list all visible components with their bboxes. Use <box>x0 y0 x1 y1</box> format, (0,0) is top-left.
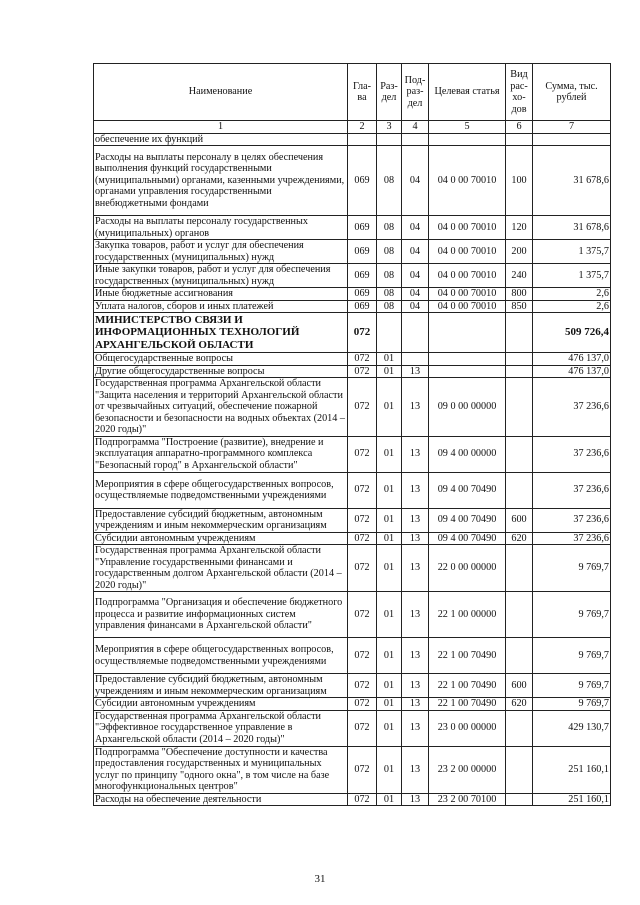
row-vid-raskhodov: 240 <box>506 264 533 288</box>
row-name: Подпрограмма "Обеспечение доступности и качества предоставления государственных и муниципальных услуг по принципу "одного окна", в том числе на базе многофункциональных центров" <box>94 746 348 793</box>
row-vid-raskhodov: 200 <box>506 240 533 264</box>
row-summa: 37 236,6 <box>533 472 611 508</box>
row-vid-raskhodov <box>506 746 533 793</box>
row-vid-raskhodov <box>506 365 533 378</box>
table-row <box>94 592 611 638</box>
row-podrazdel: 13 <box>402 472 429 508</box>
row-podrazdel: 04 <box>402 264 429 288</box>
row-tselevaya-statya: 04 0 00 70010 <box>429 300 506 313</box>
row-vid-raskhodov <box>506 710 533 746</box>
row-razdel: 08 <box>377 240 402 264</box>
row-glava: 072 <box>348 532 377 545</box>
row-tselevaya-statya: 22 1 00 70490 <box>429 674 506 698</box>
row-summa: 2,6 <box>533 288 611 301</box>
table-row <box>94 313 611 353</box>
row-summa: 9 769,7 <box>533 674 611 698</box>
row-podrazdel: 13 <box>402 592 429 638</box>
table-row <box>94 545 611 592</box>
row-summa: 251 160,1 <box>533 746 611 793</box>
row-tselevaya-statya: 23 2 00 00000 <box>429 746 506 793</box>
row-vid-raskhodov: 800 <box>506 288 533 301</box>
header-name: Наименование <box>94 64 348 121</box>
row-summa: 476 137,0 <box>533 365 611 378</box>
row-razdel: 01 <box>377 638 402 674</box>
row-name: Субсидии автономным учреждениям <box>94 532 348 545</box>
row-vid-raskhodov <box>506 545 533 592</box>
row-summa: 429 130,7 <box>533 710 611 746</box>
row-name: Государственная программа Архангельской области "Защита населения и территорий Архангельской области от чрезвычайных ситуаций, обеспечение пожарной безопасности и безопасности на водных объектах (2014 – 2020 годы)" <box>94 378 348 437</box>
row-vid-raskhodov <box>506 353 533 366</box>
row-summa: 9 769,7 <box>533 638 611 674</box>
row-glava: 072 <box>348 746 377 793</box>
column-number: 6 <box>506 121 533 134</box>
row-tselevaya-statya: 04 0 00 70010 <box>429 240 506 264</box>
row-podrazdel: 13 <box>402 436 429 472</box>
row-razdel: 01 <box>377 365 402 378</box>
row-tselevaya-statya <box>429 313 506 353</box>
row-razdel: 08 <box>377 264 402 288</box>
row-vid-raskhodov <box>506 793 533 806</box>
row-summa: 476 137,0 <box>533 353 611 366</box>
page-number: 31 <box>314 873 326 885</box>
row-podrazdel: 13 <box>402 746 429 793</box>
row-podrazdel: 04 <box>402 288 429 301</box>
row-summa: 37 236,6 <box>533 378 611 437</box>
header-razdel: Раз-дел <box>377 64 402 121</box>
row-podrazdel: 13 <box>402 545 429 592</box>
row-podrazdel: 04 <box>402 216 429 240</box>
row-summa: 2,6 <box>533 300 611 313</box>
row-podrazdel: 13 <box>402 365 429 378</box>
row-name: Предоставление субсидий бюджетным, автономным учреждениям и иным некоммерческим организациям <box>94 508 348 532</box>
row-glava: 072 <box>348 313 377 353</box>
row-razdel: 01 <box>377 793 402 806</box>
row-tselevaya-statya: 09 4 00 70490 <box>429 532 506 545</box>
table-row <box>94 378 611 437</box>
column-number: 7 <box>533 121 611 134</box>
row-tselevaya-statya: 09 4 00 70490 <box>429 508 506 532</box>
header-vid-raskhodov: Вид рас-хо-дов <box>506 64 533 121</box>
row-name: Субсидии автономным учреждениям <box>94 698 348 711</box>
row-tselevaya-statya: 04 0 00 70010 <box>429 146 506 216</box>
row-glava: 069 <box>348 300 377 313</box>
header-glava: Гла-ва <box>348 64 377 121</box>
row-summa: 9 769,7 <box>533 698 611 711</box>
row-vid-raskhodov: 100 <box>506 146 533 216</box>
row-glava: 072 <box>348 674 377 698</box>
table-body <box>94 133 611 806</box>
row-glava: 069 <box>348 216 377 240</box>
row-vid-raskhodov <box>506 472 533 508</box>
row-name: Предоставление субсидий бюджетным, автономным учреждениям и иным некоммерческим организациям <box>94 674 348 698</box>
row-podrazdel <box>402 353 429 366</box>
row-summa <box>533 133 611 146</box>
row-vid-raskhodov: 600 <box>506 674 533 698</box>
table-row <box>94 508 611 532</box>
header-tselevaya-statya: Целевая статья <box>429 64 506 121</box>
row-vid-raskhodov: 120 <box>506 216 533 240</box>
row-summa: 31 678,6 <box>533 216 611 240</box>
row-glava: 069 <box>348 240 377 264</box>
column-number: 1 <box>94 121 348 134</box>
row-tselevaya-statya <box>429 365 506 378</box>
row-glava: 069 <box>348 264 377 288</box>
row-razdel: 08 <box>377 216 402 240</box>
row-razdel: 01 <box>377 710 402 746</box>
row-name: Государственная программа Архангельской области "Эффективное государственное управление в Архангельской области (2014 – 2020 годы)" <box>94 710 348 746</box>
row-razdel: 01 <box>377 472 402 508</box>
row-summa: 1 375,7 <box>533 264 611 288</box>
row-glava: 072 <box>348 638 377 674</box>
row-name: Мероприятия в сфере общегосударственных вопросов, осуществляемые подведомственными учреждениями <box>94 472 348 508</box>
column-number: 3 <box>377 121 402 134</box>
row-tselevaya-statya: 04 0 00 70010 <box>429 216 506 240</box>
row-summa: 1 375,7 <box>533 240 611 264</box>
row-summa: 37 236,6 <box>533 436 611 472</box>
row-name: МИНИСТЕРСТВО СВЯЗИ И ИНФОРМАЦИОННЫХ ТЕХНОЛОГИЙ АРХАНГЕЛЬСКОЙ ОБЛАСТИ <box>94 313 348 353</box>
table-row <box>94 674 611 698</box>
table-row <box>94 436 611 472</box>
table-row <box>94 793 611 806</box>
row-tselevaya-statya: 22 1 00 70490 <box>429 698 506 711</box>
row-name: Расходы на выплаты персоналу в целях обеспечения выполнения функций государственными (муниципальными) органами, казенными учреждениями, органами управления государственными внебюджетными фондами <box>94 146 348 216</box>
table-row <box>94 472 611 508</box>
table-row <box>94 710 611 746</box>
row-vid-raskhodov <box>506 378 533 437</box>
row-podrazdel <box>402 313 429 353</box>
row-podrazdel: 04 <box>402 146 429 216</box>
row-podrazdel: 13 <box>402 793 429 806</box>
row-name: Расходы на выплаты персоналу государственных (муниципальных) органов <box>94 216 348 240</box>
row-podrazdel: 13 <box>402 698 429 711</box>
row-vid-raskhodov: 850 <box>506 300 533 313</box>
row-razdel: 08 <box>377 300 402 313</box>
table-row <box>94 264 611 288</box>
row-razdel: 01 <box>377 532 402 545</box>
table-row <box>94 353 611 366</box>
row-glava: 072 <box>348 508 377 532</box>
row-tselevaya-statya: 04 0 00 70010 <box>429 288 506 301</box>
row-razdel: 08 <box>377 288 402 301</box>
row-razdel: 01 <box>377 378 402 437</box>
row-tselevaya-statya: 22 0 00 00000 <box>429 545 506 592</box>
row-podrazdel <box>402 133 429 146</box>
row-summa: 9 769,7 <box>533 545 611 592</box>
row-razdel: 01 <box>377 436 402 472</box>
table-row <box>94 365 611 378</box>
row-name: Расходы на обеспечение деятельности <box>94 793 348 806</box>
row-name: Государственная программа Архангельской области "Управление государственными финансами и государственным долгом Архангельской области (2014 – 2020 годы)" <box>94 545 348 592</box>
row-vid-raskhodov: 620 <box>506 698 533 711</box>
row-glava: 072 <box>348 378 377 437</box>
column-number: 5 <box>429 121 506 134</box>
table-row <box>94 240 611 264</box>
row-summa: 31 678,6 <box>533 146 611 216</box>
row-glava: 072 <box>348 472 377 508</box>
row-podrazdel: 13 <box>402 638 429 674</box>
budget-table <box>93 63 611 806</box>
column-number: 4 <box>402 121 429 134</box>
row-name: обеспечение их функций <box>94 133 348 146</box>
row-vid-raskhodov <box>506 133 533 146</box>
row-tselevaya-statya <box>429 133 506 146</box>
row-name: Закупка товаров, работ и услуг для обеспечения государственных (муниципальных) нужд <box>94 240 348 264</box>
row-vid-raskhodov <box>506 592 533 638</box>
row-name: Подпрограмма "Организация и обеспечение бюджетного процесса и развитие информационных систем управления финансами в Архангельской области" <box>94 592 348 638</box>
row-podrazdel: 13 <box>402 710 429 746</box>
row-name: Подпрограмма "Построение (развитие), внедрение и эксплуатация аппаратно-программного комплекса "Безопасный город" в Архангельской области" <box>94 436 348 472</box>
row-tselevaya-statya: 09 4 00 00000 <box>429 436 506 472</box>
row-summa: 509 726,4 <box>533 313 611 353</box>
row-tselevaya-statya: 09 0 00 00000 <box>429 378 506 437</box>
row-podrazdel: 04 <box>402 300 429 313</box>
row-glava: 072 <box>348 698 377 711</box>
row-podrazdel: 13 <box>402 532 429 545</box>
row-tselevaya-statya: 23 2 00 70100 <box>429 793 506 806</box>
row-glava: 072 <box>348 545 377 592</box>
header-podrazdel: Под-раз-дел <box>402 64 429 121</box>
row-name: Иные закупки товаров, работ и услуг для обеспечения государственных (муниципальных) нужд <box>94 264 348 288</box>
table-row <box>94 300 611 313</box>
table-row <box>94 146 611 216</box>
row-razdel <box>377 313 402 353</box>
row-razdel: 01 <box>377 698 402 711</box>
row-tselevaya-statya: 22 1 00 00000 <box>429 592 506 638</box>
row-tselevaya-statya: 23 0 00 00000 <box>429 710 506 746</box>
row-vid-raskhodov: 600 <box>506 508 533 532</box>
row-podrazdel: 13 <box>402 674 429 698</box>
header-row <box>94 64 611 121</box>
row-razdel: 01 <box>377 508 402 532</box>
row-tselevaya-statya: 22 1 00 70490 <box>429 638 506 674</box>
row-name: Иные бюджетные ассигнования <box>94 288 348 301</box>
row-name: Мероприятия в сфере общегосударственных вопросов, осуществляемые подведомственными учреждениями <box>94 638 348 674</box>
row-glava <box>348 133 377 146</box>
row-glava: 069 <box>348 146 377 216</box>
row-glava: 072 <box>348 365 377 378</box>
row-tselevaya-statya <box>429 353 506 366</box>
row-razdel: 01 <box>377 592 402 638</box>
table-row <box>94 746 611 793</box>
row-podrazdel: 04 <box>402 240 429 264</box>
row-razdel <box>377 133 402 146</box>
row-razdel: 01 <box>377 353 402 366</box>
row-glava: 072 <box>348 436 377 472</box>
row-podrazdel: 13 <box>402 508 429 532</box>
table-row <box>94 532 611 545</box>
row-vid-raskhodov: 620 <box>506 532 533 545</box>
row-summa: 37 236,6 <box>533 508 611 532</box>
row-tselevaya-statya: 04 0 00 70010 <box>429 264 506 288</box>
row-podrazdel: 13 <box>402 378 429 437</box>
table-row <box>94 638 611 674</box>
row-name: Общегосударственные вопросы <box>94 353 348 366</box>
row-razdel: 01 <box>377 674 402 698</box>
row-name: Уплата налогов, сборов и иных платежей <box>94 300 348 313</box>
row-vid-raskhodov <box>506 436 533 472</box>
row-glava: 072 <box>348 793 377 806</box>
row-tselevaya-statya: 09 4 00 70490 <box>429 472 506 508</box>
row-razdel: 01 <box>377 545 402 592</box>
header-summa: Сумма, тыс. рублей <box>533 64 611 121</box>
row-razdel: 01 <box>377 746 402 793</box>
column-number: 2 <box>348 121 377 134</box>
row-summa: 37 236,6 <box>533 532 611 545</box>
row-glava: 072 <box>348 353 377 366</box>
row-summa: 251 160,1 <box>533 793 611 806</box>
row-razdel: 08 <box>377 146 402 216</box>
column-number-row <box>94 121 611 134</box>
table-row <box>94 288 611 301</box>
table-row <box>94 698 611 711</box>
row-glava: 072 <box>348 710 377 746</box>
row-name: Другие общегосударственные вопросы <box>94 365 348 378</box>
row-glava: 069 <box>348 288 377 301</box>
row-vid-raskhodov <box>506 313 533 353</box>
row-vid-raskhodov <box>506 638 533 674</box>
row-glava: 072 <box>348 592 377 638</box>
table-row <box>94 133 611 146</box>
table-row <box>94 216 611 240</box>
row-summa: 9 769,7 <box>533 592 611 638</box>
